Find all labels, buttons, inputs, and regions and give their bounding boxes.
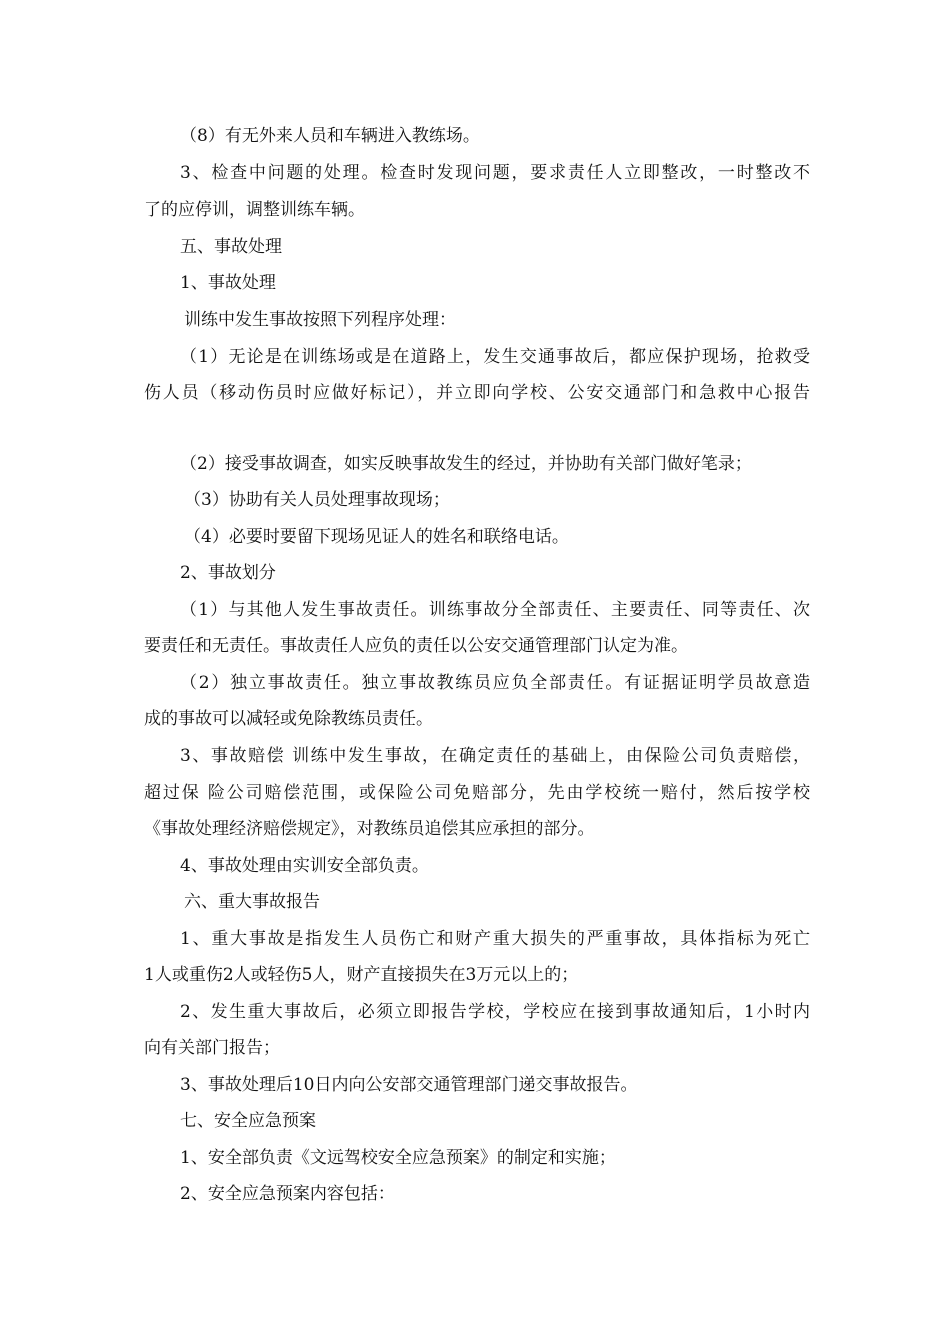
paragraph-line: 2、发生重大事故后，必须立即报告学校，学校应在接到事故通知后，1小时内 <box>180 1002 810 1022</box>
section-heading: 五、事故处理 <box>180 237 282 257</box>
paragraph-line: 训练中发生事故按照下列程序处理： <box>184 310 456 330</box>
paragraph-line: 3、事故赔偿 训练中发生事故，在确定责任的基础上，由保险公司负责赔偿， <box>180 746 810 766</box>
paragraph-line: 3、检查中问题的处理。检查时发现问题，要求责任人立即整改，一时整改不 <box>180 163 810 183</box>
section-heading: 七、安全应急预案 <box>180 1111 316 1131</box>
paragraph-line: 超过保 险公司赔偿范围，或保险公司免赔部分，先由学校统一赔付，然后按学校 <box>144 783 810 803</box>
paragraph-line: 1、重大事故是指发生人员伤亡和财产重大损失的严重事故，具体指标为死亡 <box>180 929 810 949</box>
paragraph-line: （2）独立事故责任。独立事故教练员应负全部责任。有证据证明学员故意造 <box>180 673 810 693</box>
paragraph-line: （1）无论是在训练场或是在道路上，发生交通事故后，都应保护现场，抢救受 <box>180 347 810 367</box>
paragraph-line: （4）必要时要留下现场见证人的姓名和联络电话。 <box>184 527 569 547</box>
paragraph-line: 1、安全部负责《文远驾校安全应急预案》的制定和实施； <box>180 1148 616 1168</box>
paragraph-line: 向有关部门报告； <box>144 1038 280 1058</box>
paragraph-line: （3）协助有关人员处理事故现场； <box>184 490 450 510</box>
subsection-heading: 1、事故处理 <box>180 273 276 293</box>
section-heading: 六、重大事故报告 <box>184 892 320 912</box>
paragraph-line: 4、事故处理由实训安全部负责。 <box>180 856 429 876</box>
paragraph-line: 伤人员（移动伤员时应做好标记），并立即向学校、公安交通部门和急救中心报告 <box>144 383 810 403</box>
paragraph-line: 成的事故可以减轻或免除教练员责任。 <box>144 709 433 729</box>
paragraph-line: 了的应停训，调整训练车辆。 <box>144 200 365 220</box>
paragraph-line: 2、安全应急预案内容包括： <box>180 1184 395 1204</box>
paragraph-line: （1）与其他人发生事故责任。训练事故分全部责任、主要责任、同等责任、次 <box>180 600 810 620</box>
paragraph-line: （8）有无外来人员和车辆进入教练场。 <box>180 126 480 146</box>
paragraph-line: （2）接受事故调查，如实反映事故发生的经过，并协助有关部门做好笔录； <box>180 454 752 474</box>
paragraph-line: 《事故处理经济赔偿规定》，对教练员追偿其应承担的部分。 <box>144 819 595 839</box>
paragraph-line: 3、事故处理后10日内向公安部交通管理部门递交事故报告。 <box>180 1075 638 1095</box>
subsection-heading: 2、事故划分 <box>180 563 276 583</box>
paragraph-line: 1人或重伤2人或轻伤5人，财产直接损失在3万元以上的； <box>144 965 579 985</box>
paragraph-line: 要责任和无责任。事故责任人应负的责任以公安交通管理部门认定为准。 <box>144 636 688 656</box>
